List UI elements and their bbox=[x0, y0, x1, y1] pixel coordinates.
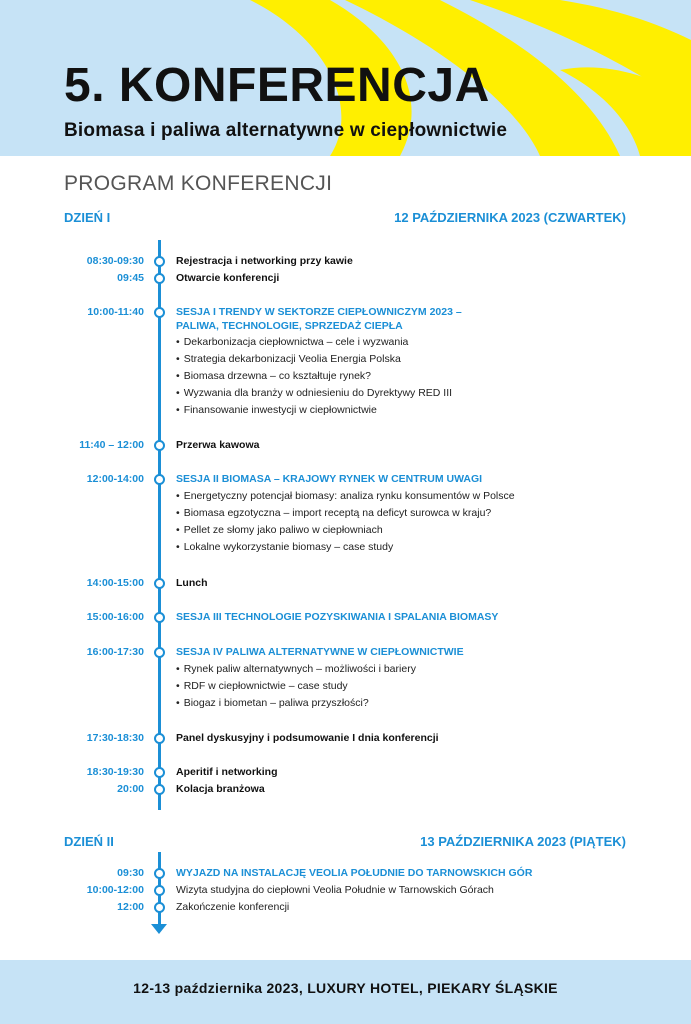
session-topic: • Strategia dekarbonizacji Veolia Energia Polska bbox=[176, 351, 401, 367]
schedule-row bbox=[0, 730, 691, 746]
timeline-dot bbox=[154, 767, 165, 778]
day1-label: DZIEŃ I bbox=[64, 210, 111, 225]
session-topic: • Biomasa drzewna – co kształtuje rynek? bbox=[176, 368, 371, 384]
session-topic: • Rynek paliw alternatywnych – możliwości i bariery bbox=[176, 661, 416, 677]
schedule-row bbox=[0, 304, 691, 320]
schedule-row bbox=[0, 644, 691, 660]
day2-date: 13 PAŹDZIERNIKA 2023 (PIĄTEK) bbox=[420, 834, 626, 849]
schedule-row bbox=[0, 575, 691, 591]
timeline-dot bbox=[154, 885, 165, 896]
session-topic: • Biogaz i biometan – paliwa przyszłości? bbox=[176, 695, 369, 711]
schedule-row bbox=[0, 609, 691, 625]
session-title: SESJA II BIOMASA – KRAJOWY RYNEK W CENTRUM UWAGI bbox=[176, 473, 483, 485]
session-topic: • Lokalne wykorzystanie biomasy – case study bbox=[176, 539, 393, 555]
day1-date: 12 PAŹDZIERNIKA 2023 (CZWARTEK) bbox=[394, 210, 626, 225]
schedule-time: 14:00-15:00 bbox=[86, 577, 144, 589]
schedule-time: 08:30-09:30 bbox=[86, 255, 144, 267]
session-topic: • Biomasa egzotyczna – import receptą na deficyt surowca w kraju? bbox=[176, 505, 491, 521]
schedule-time: 09:30 bbox=[117, 867, 144, 879]
timeline-dot bbox=[154, 733, 165, 744]
schedule-label: Wizyta studyjna do ciepłowni Veolia Południe w Tarnowskich Górach bbox=[176, 884, 494, 896]
timeline-dot bbox=[154, 868, 165, 879]
timeline-dot bbox=[154, 273, 165, 284]
schedule-row bbox=[0, 781, 691, 797]
timeline-dot bbox=[154, 440, 165, 451]
header-banner bbox=[0, 0, 691, 156]
schedule-time: 17:30-18:30 bbox=[86, 732, 144, 744]
timeline-dot bbox=[154, 578, 165, 589]
timeline-dot bbox=[154, 612, 165, 623]
schedule-time: 20:00 bbox=[117, 783, 144, 795]
program-heading: PROGRAM KONFERENCJI bbox=[64, 172, 333, 195]
schedule-label: Rejestracja i networking przy kawie bbox=[176, 255, 353, 267]
page-title: 5. KONFERENCJA bbox=[64, 59, 490, 112]
schedule-time: 09:45 bbox=[117, 272, 144, 284]
session-title: SESJA I TRENDY W SEKTORZE CIEPŁOWNICZYM 2023 – bbox=[176, 306, 462, 318]
schedule-row bbox=[0, 437, 691, 453]
schedule-time: 18:30-19:30 bbox=[86, 766, 144, 778]
schedule-time: 11:40 – 12:00 bbox=[79, 439, 144, 451]
session-title: WYJAZD NA INSTALACJĘ VEOLIA POŁUDNIE DO TARNOWSKICH GÓR bbox=[176, 867, 533, 879]
schedule-label: Aperitif i networking bbox=[176, 766, 278, 778]
schedule-row bbox=[0, 764, 691, 780]
schedule-time: 10:00-11:40 bbox=[87, 306, 144, 318]
schedule-row bbox=[0, 899, 691, 915]
timeline-dot bbox=[154, 307, 165, 318]
schedule-label: Otwarcie konferencji bbox=[176, 272, 280, 284]
schedule-row bbox=[0, 270, 691, 286]
schedule-row bbox=[0, 882, 691, 898]
session-title: SESJA IV PALIWA ALTERNATYWNE W CIEPŁOWNICTWIE bbox=[176, 646, 464, 658]
timeline-arrow-icon bbox=[151, 924, 167, 934]
session-topic: • Wyzwania dla branży w odniesieniu do Dyrektywy RED III bbox=[176, 385, 452, 401]
schedule-time: 10:00-12:00 bbox=[86, 884, 144, 896]
schedule-row bbox=[0, 865, 691, 881]
page-subtitle: Biomasa i paliwa alternatywne w ciepłownictwie bbox=[64, 120, 508, 141]
schedule-row bbox=[0, 253, 691, 269]
schedule-row bbox=[0, 471, 691, 487]
schedule-label: Lunch bbox=[176, 577, 208, 589]
schedule-time: 12:00-14:00 bbox=[86, 473, 144, 485]
timeline-dot bbox=[154, 474, 165, 485]
session-topic: • Energetyczny potencjał biomasy: analiza rynku konsumentów w Polsce bbox=[176, 488, 515, 504]
schedule-label: Przerwa kawowa bbox=[176, 439, 260, 451]
session-topic: • Finansowanie inwestycji w ciepłownictwie bbox=[176, 402, 377, 418]
schedule-time: 16:00-17:30 bbox=[86, 646, 144, 658]
timeline-dot bbox=[154, 902, 165, 913]
session-topic: • RDF w ciepłownictwie – case study bbox=[176, 678, 348, 694]
session-topic: • Pellet ze słomy jako paliwo w ciepłowniach bbox=[176, 522, 383, 538]
session-topic: • Dekarbonizacja ciepłownictwa – cele i wyzwania bbox=[176, 334, 408, 350]
schedule-label: Panel dyskusyjny i podsumowanie I dnia konferencji bbox=[176, 732, 439, 744]
timeline-dot bbox=[154, 256, 165, 267]
session-title: SESJA III TECHNOLOGIE POZYSKIWANIA I SPALANIA BIOMASY bbox=[176, 611, 499, 623]
timeline-dot bbox=[154, 647, 165, 658]
session-title-continued: PALIWA, TECHNOLOGIE, SPRZEDAŻ CIEPŁA bbox=[176, 320, 403, 332]
schedule-time: 15:00-16:00 bbox=[86, 611, 144, 623]
schedule-label: Kolacja branżowa bbox=[176, 783, 265, 795]
day2-label: DZIEŃ II bbox=[64, 834, 114, 849]
schedule-label: Zakończenie konferencji bbox=[176, 901, 290, 913]
schedule-time: 12:00 bbox=[117, 901, 144, 913]
footer-date-location: 12-13 października 2023, LUXURY HOTEL, PIEKARY ŚLĄSKIE bbox=[133, 980, 558, 996]
day1-timeline-line bbox=[158, 240, 161, 810]
timeline-dot bbox=[154, 784, 165, 795]
footer-banner bbox=[0, 960, 691, 1024]
